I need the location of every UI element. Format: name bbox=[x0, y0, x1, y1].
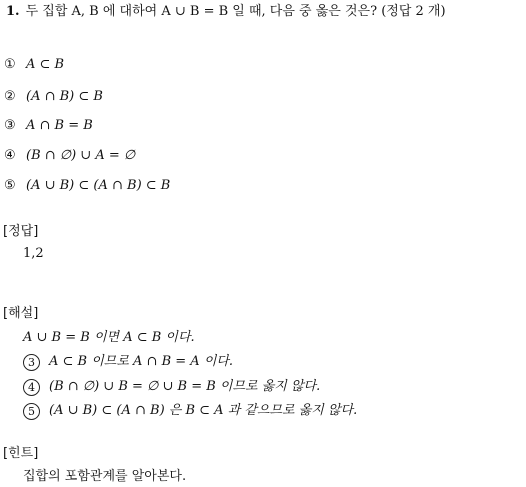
choice-5-mark: ⑤ bbox=[4, 178, 16, 193]
choice-5 bbox=[4, 178, 170, 194]
question-number: 1. bbox=[6, 4, 20, 19]
choice-3-text: A ∩ B = B bbox=[26, 118, 93, 133]
question-text: 두 집합 A, B 에 대하여 A ∪ B = B 일 때, 다음 중 옳은 것은? (정답 2 개) bbox=[25, 4, 446, 19]
choice-1-text: A ⊂ B bbox=[26, 57, 65, 72]
choice-4 bbox=[4, 148, 135, 164]
circled-number-badge: 3 bbox=[23, 354, 40, 371]
circled-number-badge: 5 bbox=[23, 403, 40, 420]
choice-4-mark: ④ bbox=[4, 148, 16, 163]
choice-2-text: (A ∩ B) ⊂ B bbox=[26, 89, 103, 104]
explanation-line-2 bbox=[23, 354, 233, 371]
choice-2 bbox=[4, 89, 103, 105]
hint-label: [힌트] bbox=[3, 446, 39, 461]
explanation-line-4-text: (A ∪ B) ⊂ (A ∩ B) 은 B ⊂ A 과 같으므로 옳지 않다. bbox=[49, 403, 358, 418]
circled-number-badge: 4 bbox=[23, 379, 40, 396]
answer-value: 1,2 bbox=[23, 246, 44, 261]
choice-3 bbox=[4, 118, 93, 134]
choice-4-text: (B ∩ ∅) ∪ A = ∅ bbox=[26, 148, 136, 163]
answer-label: [정답] bbox=[3, 224, 39, 239]
choice-1 bbox=[4, 57, 64, 73]
hint-text: 집합의 포함관계를 알아본다. bbox=[23, 469, 187, 484]
choice-1-mark: ① bbox=[4, 57, 16, 72]
explanation-line-3 bbox=[23, 379, 320, 396]
choice-5-text: (A ∪ B) ⊂ (A ∩ B) ⊂ B bbox=[26, 178, 171, 193]
choice-3-mark: ③ bbox=[4, 118, 16, 133]
question-line bbox=[6, 4, 446, 20]
explanation-line-3-text: (B ∩ ∅) ∪ B = ∅ ∪ B = B 이므로 옳지 않다. bbox=[49, 379, 321, 394]
choice-2-mark: ② bbox=[4, 89, 16, 104]
explanation-line-4 bbox=[23, 403, 357, 420]
explanation-line-2-text: A ⊂ B 이므로 A ∩ B = A 이다. bbox=[49, 354, 234, 369]
explanation-line-1-text: A ∪ B = B 이면 A ⊂ B 이다. bbox=[23, 330, 195, 345]
explanation-label: [해설] bbox=[3, 306, 39, 321]
explanation-line-1 bbox=[23, 330, 195, 346]
